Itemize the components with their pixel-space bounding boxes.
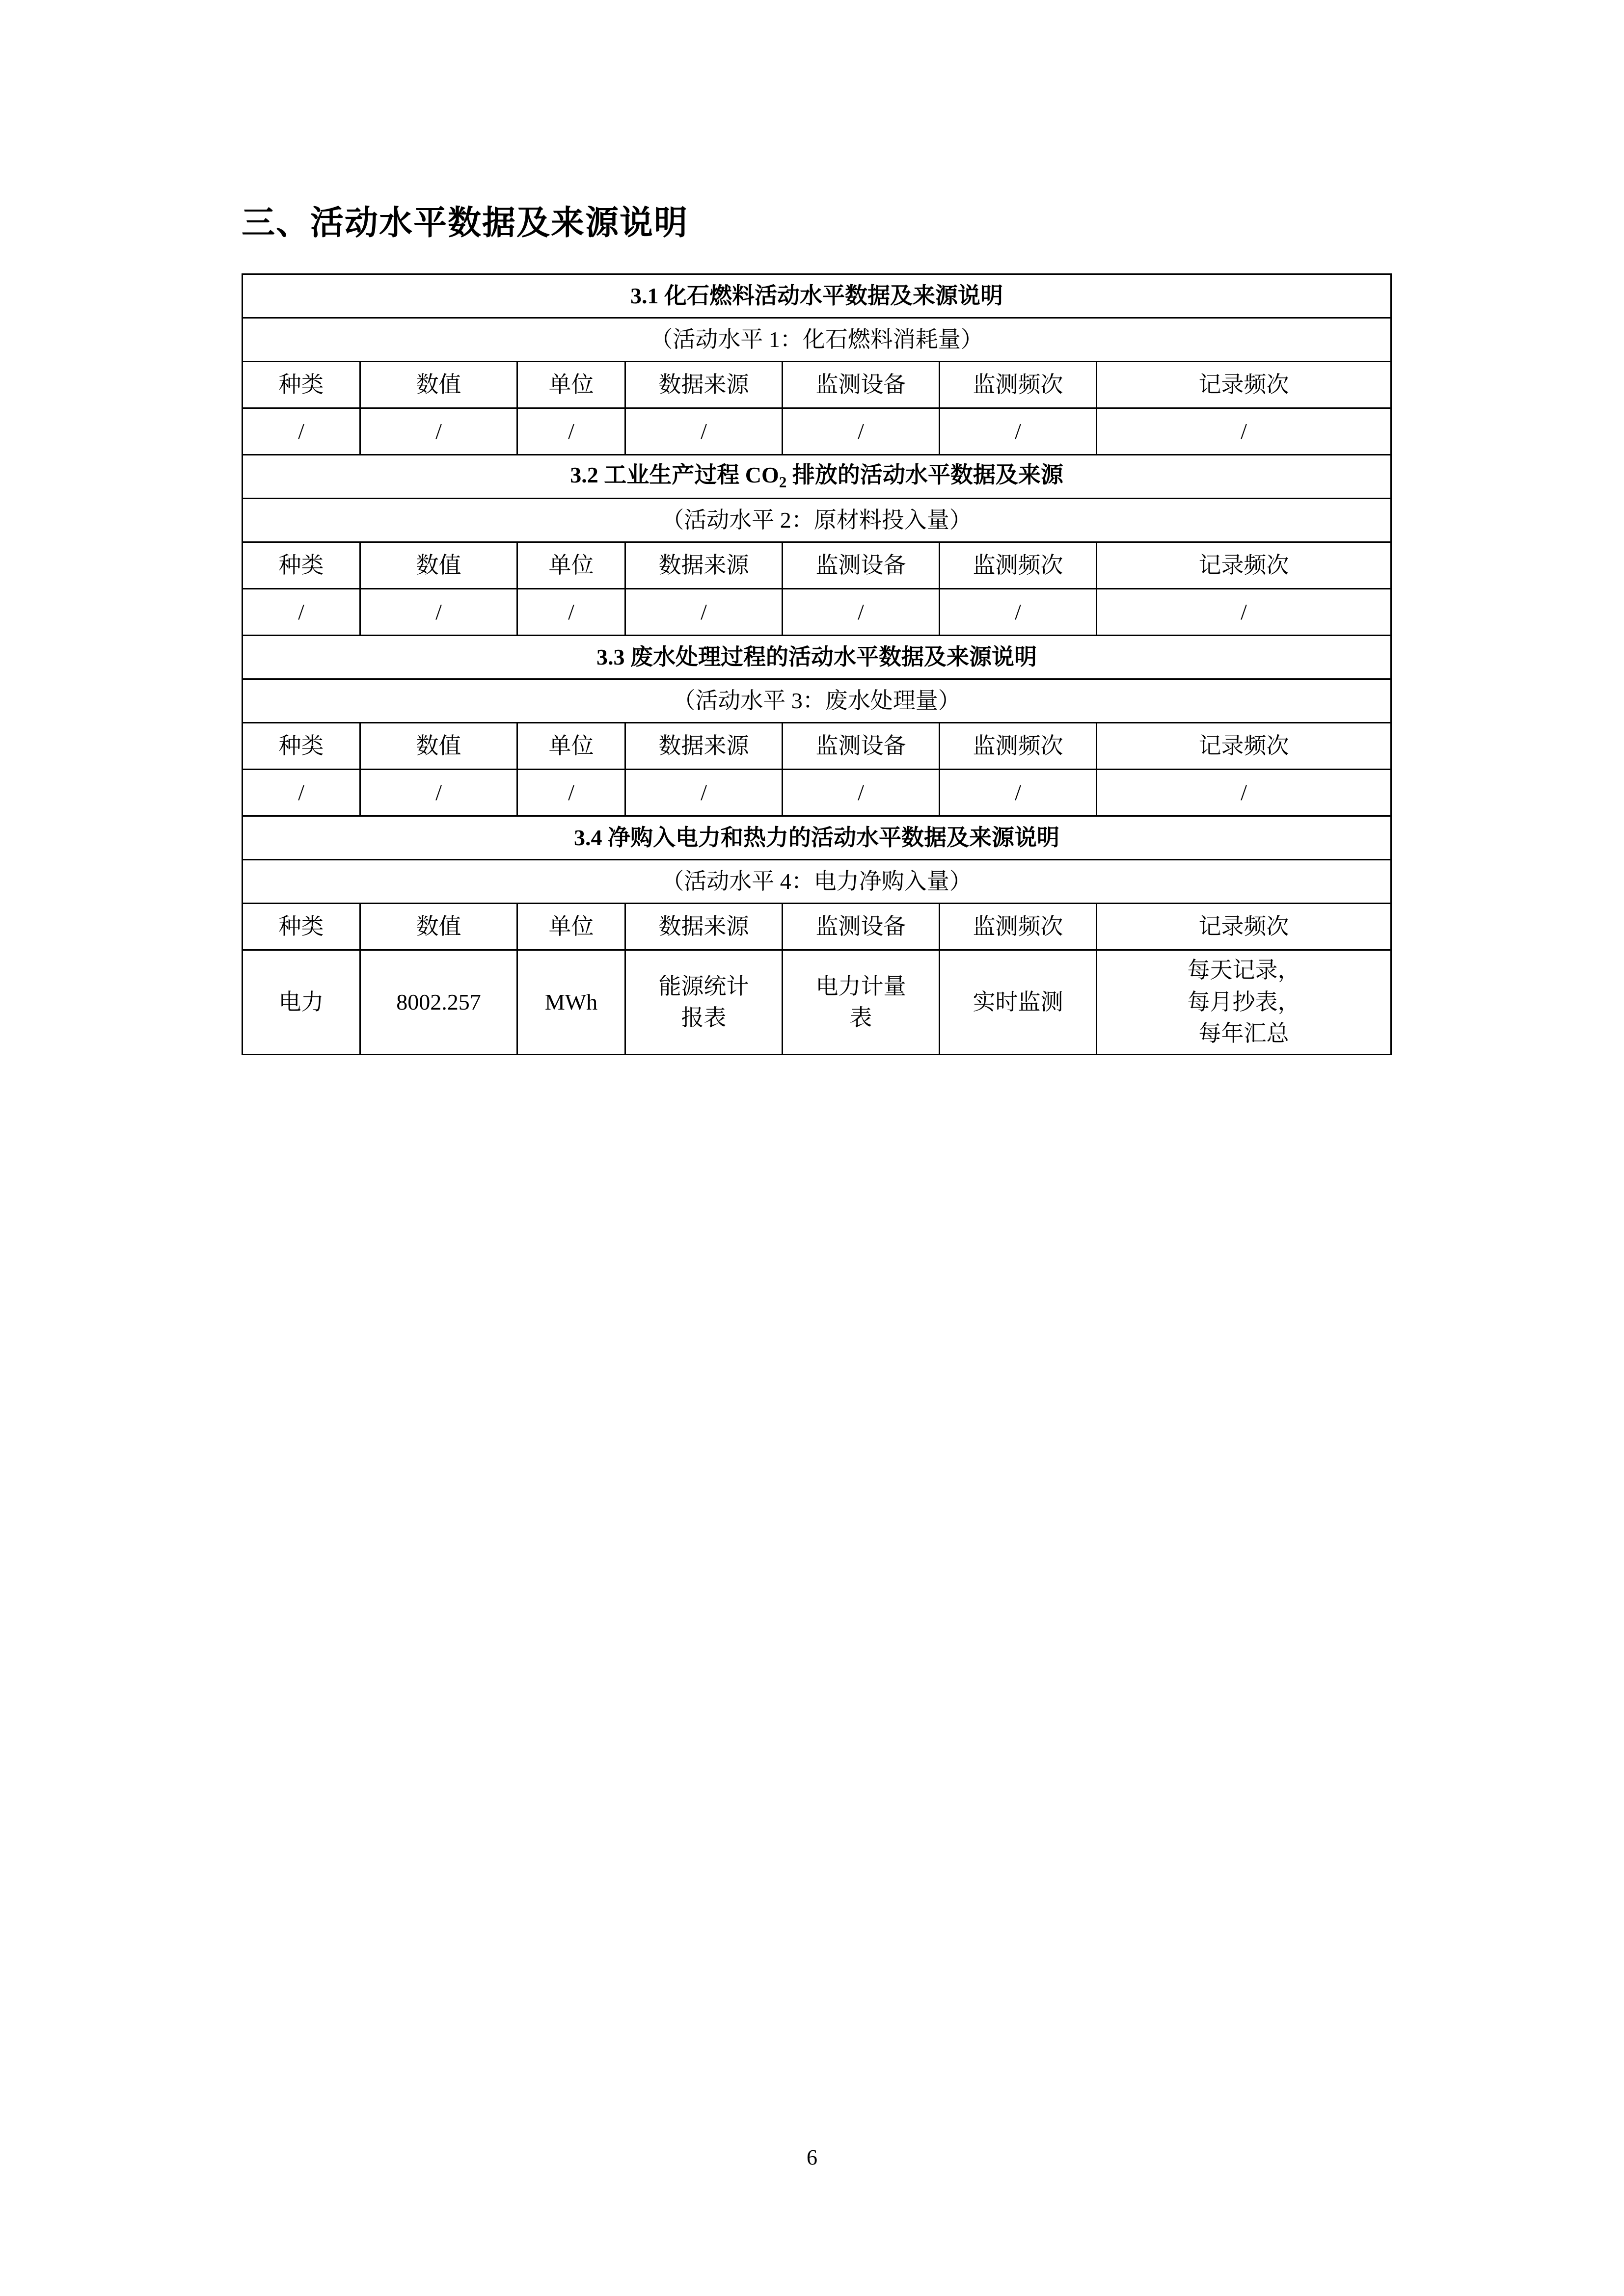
column-header-unit: 单位 [517, 362, 625, 408]
cell-monitor-frequency: 实时监测 [940, 950, 1097, 1055]
cell-unit: / [517, 408, 625, 455]
column-header-monitor-frequency: 监测频次 [940, 904, 1097, 950]
cell-record-frequency: / [1097, 770, 1391, 816]
cell-data-source [625, 950, 783, 1055]
table-header-row [243, 542, 1391, 589]
column-header-monitor-device: 监测设备 [783, 723, 940, 770]
cell-record-frequency: / [1097, 408, 1391, 455]
column-header-unit: 单位 [517, 723, 625, 770]
column-header-type: 种类 [243, 904, 360, 950]
cell-monitor-frequency: / [940, 408, 1097, 455]
activity-level-table [242, 273, 1392, 1055]
section-subheading-3-1: （活动水平 1：化石燃料消耗量） [243, 318, 1391, 362]
cell-monitor-frequency: / [940, 589, 1097, 636]
cell-monitor-device-line2: 表 [849, 1005, 872, 1030]
section-heading-3-4: 3.4 净购入电力和热力的活动水平数据及来源说明 [243, 816, 1391, 860]
table-row [243, 455, 1391, 499]
cell-monitor-device-line1: 电力计量 [815, 973, 906, 999]
column-header-value: 数值 [360, 904, 517, 950]
column-header-record-frequency: 记录频次 [1097, 723, 1391, 770]
table-row [243, 408, 1391, 455]
section-subheading-3-3: （活动水平 3：废水处理量） [243, 679, 1391, 723]
table-header-row [243, 723, 1391, 770]
cell-record-frequency-line3: 每年汇总 [1198, 1021, 1289, 1046]
table-row [243, 860, 1391, 904]
table-row [243, 679, 1391, 723]
page-title: 三、活动水平数据及来源说明 [242, 204, 689, 241]
column-header-type: 种类 [243, 723, 360, 770]
cell-record-frequency-line1: 每天记录， [1187, 958, 1300, 983]
column-header-monitor-device: 监测设备 [783, 362, 940, 408]
cell-record-frequency: / [1097, 589, 1391, 636]
table-row [243, 950, 1391, 1055]
cell-monitor-device: / [783, 408, 940, 455]
column-header-record-frequency: 记录频次 [1097, 904, 1391, 950]
cell-type: 电力 [243, 950, 360, 1055]
section-heading-3-2 [243, 455, 1391, 499]
cell-type: / [243, 408, 360, 455]
cell-monitor-device: / [783, 770, 940, 816]
column-header-value: 数值 [360, 362, 517, 408]
section-heading-3-3: 3.3 废水处理过程的活动水平数据及来源说明 [243, 636, 1391, 679]
document-content [242, 196, 1390, 1055]
table-row [243, 499, 1391, 542]
column-header-monitor-device: 监测设备 [783, 904, 940, 950]
table-row [243, 816, 1391, 860]
cell-monitor-device [783, 950, 940, 1055]
cell-monitor-device: / [783, 589, 940, 636]
cell-record-frequency [1097, 950, 1391, 1055]
section-subheading-3-2: （活动水平 2：原材料投入量） [243, 499, 1391, 542]
cell-value: / [360, 408, 517, 455]
cell-unit: MWh [517, 950, 625, 1055]
cell-data-source-line2: 报表 [681, 1005, 727, 1030]
cell-monitor-frequency: / [940, 770, 1097, 816]
column-header-data-source: 数据来源 [625, 904, 783, 950]
table-row [243, 589, 1391, 636]
table-row [243, 318, 1391, 362]
cell-record-frequency-line2: 每月抄表， [1187, 989, 1300, 1015]
column-header-data-source: 数据来源 [625, 542, 783, 589]
cell-type: / [243, 589, 360, 636]
cell-type: / [243, 770, 360, 816]
table-header-row [243, 362, 1391, 408]
cell-value: 8002.257 [360, 950, 517, 1055]
column-header-record-frequency: 记录频次 [1097, 362, 1391, 408]
page-number: 6 [807, 2145, 817, 2169]
table-header-row [243, 904, 1391, 950]
table-row [243, 636, 1391, 679]
cell-data-source: / [625, 770, 783, 816]
column-header-monitor-frequency: 监测频次 [940, 723, 1097, 770]
table-row [243, 770, 1391, 816]
section-heading-3-1: 3.1 化石燃料活动水平数据及来源说明 [243, 274, 1391, 318]
cell-value: / [360, 589, 517, 636]
cell-data-source-line1: 能源统计 [658, 973, 749, 999]
column-header-value: 数值 [360, 723, 517, 770]
section-heading-3-2-subscript: 2 [779, 474, 787, 491]
section-heading-3-2-suffix: 排放的活动水平数据及来源 [786, 462, 1063, 488]
column-header-monitor-device: 监测设备 [783, 542, 940, 589]
section-subheading-3-4: （活动水平 4：电力净购入量） [243, 860, 1391, 904]
cell-unit: / [517, 589, 625, 636]
column-header-value: 数值 [360, 542, 517, 589]
column-header-data-source: 数据来源 [625, 723, 783, 770]
column-header-monitor-frequency: 监测频次 [940, 362, 1097, 408]
column-header-unit: 单位 [517, 542, 625, 589]
column-header-data-source: 数据来源 [625, 362, 783, 408]
column-header-type: 种类 [243, 362, 360, 408]
column-header-record-frequency: 记录频次 [1097, 542, 1391, 589]
cell-value: / [360, 770, 517, 816]
cell-data-source: / [625, 408, 783, 455]
column-header-type: 种类 [243, 542, 360, 589]
cell-data-source: / [625, 589, 783, 636]
cell-unit: / [517, 770, 625, 816]
table-row [243, 274, 1391, 318]
column-header-monitor-frequency: 监测频次 [940, 542, 1097, 589]
section-heading-3-2-prefix: 3.2 工业生产过程 CO [570, 462, 779, 488]
column-header-unit: 单位 [517, 904, 625, 950]
